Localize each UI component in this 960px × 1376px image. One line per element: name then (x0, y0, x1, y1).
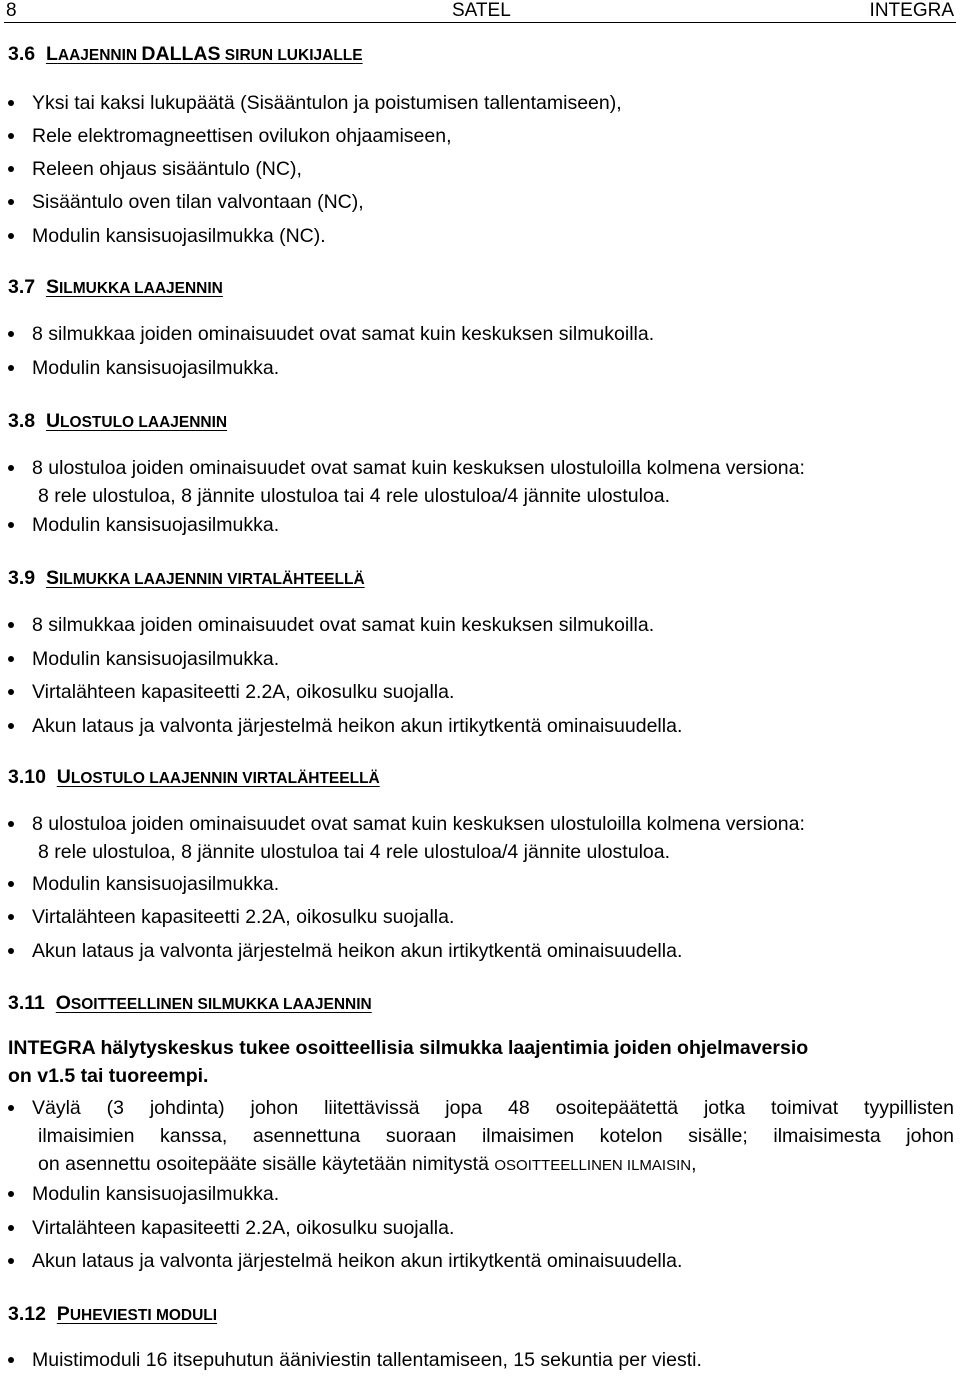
list-item: Modulin kansisuojasilmukka. (32, 870, 954, 898)
list-item: Modulin kansisuojasilmukka. (32, 645, 954, 673)
list-item: 8 ulostuloa joiden ominaisuudet ovat samat kuin keskuksen ulostuloilla kolmena versiona: 8 rele ulostuloa, 8 jännite ulostuloa tai 4 rele ulostuloa/4 jännite ulostuloa. (32, 810, 954, 866)
section-heading-3-6: 3.6 LAAJENNIN DALLAS SIRUN LUKIJALLE (8, 43, 363, 65)
list-item: Virtalähteen kapasiteetti 2.2A, oikosulku suojalla. (32, 903, 954, 931)
section-heading-3-10: 3.10 ULOSTULO LAAJENNIN VIRTALÄHTEELLÄ (8, 766, 380, 788)
support-note: INTEGRA hälytyskeskus tukee osoitteellisia silmukka laajentimia joiden ohjelmaversio on v1.5 tai tuoreempi. (8, 1037, 809, 1087)
page-header (0, 0, 960, 22)
header-product: INTEGRA (869, 0, 954, 21)
list-item: Akun lataus ja valvonta järjestelmä heikon akun irtikytkentä ominaisuudella. (32, 1247, 954, 1275)
list-item: Väylä (3 johdinta) johon liitettävissä jopa 48 osoitepäätettä jotka toimivat tyypillisten ilmaisimien kanssa, asennettuna suoraan ilmaisimen kotelon sisälle; ilmaisimesta johon on asennettu osoitepääte sisälle käytetään nimitystä OSOITTEELLINEN ILMAISIN, (32, 1094, 954, 1180)
list-item: 8 silmukkaa joiden ominaisuudet ovat samat kuin keskuksen silmukoilla. (32, 611, 954, 639)
list-item: 8 silmukkaa joiden ominaisuudet ovat samat kuin keskuksen silmukoilla. (32, 320, 954, 348)
list-item: Modulin kansisuojasilmukka. (32, 354, 954, 382)
list-item: Yksi tai kaksi lukupäätä (Sisääntulon ja poistumisen tallentamiseen), (32, 89, 954, 117)
list-item: Rele elektromagneettisen ovilukon ohjaamiseen, (32, 122, 954, 150)
section-heading-3-7: 3.7 SILMUKKA LAAJENNIN (8, 276, 223, 298)
list-item: Akun lataus ja valvonta järjestelmä heikon akun irtikytkentä ominaisuudella. (32, 712, 954, 740)
list-item: Modulin kansisuojasilmukka. (32, 511, 954, 539)
list-item: Virtalähteen kapasiteetti 2.2A, oikosulku suojalla. (32, 678, 954, 706)
list-item: Akun lataus ja valvonta järjestelmä heikon akun irtikytkentä ominaisuudella. (32, 937, 954, 965)
list-item: Muistimoduli 16 itsepuhutun ääniviestin tallentamiseen, 15 sekuntia per viesti. (32, 1346, 954, 1374)
section-heading-3-8: 3.8 ULOSTULO LAAJENNIN (8, 410, 228, 432)
list-item: Virtalähteen kapasiteetti 2.2A, oikosulku suojalla. (32, 1214, 954, 1242)
list-item: Releen ohjaus sisääntulo (NC), (32, 155, 954, 183)
header-brand: SATEL (452, 0, 511, 21)
list-item: Modulin kansisuojasilmukka (NC). (32, 222, 954, 250)
list-item: Sisääntulo oven tilan valvontaan (NC), (32, 188, 954, 216)
list-item: Modulin kansisuojasilmukka. (32, 1180, 954, 1208)
list-item: 8 ulostuloa joiden ominaisuudet ovat samat kuin keskuksen ulostuloilla kolmena versiona: 8 rele ulostuloa, 8 jännite ulostuloa tai 4 rele ulostuloa/4 jännite ulostuloa. (32, 454, 954, 510)
section-heading-3-9: 3.9 SILMUKKA LAAJENNIN VIRTALÄHTEELLÄ (8, 567, 365, 589)
section-heading-3-12: 3.12 PUHEVIESTI MODULI (8, 1303, 218, 1325)
header-divider (4, 22, 956, 23)
section-heading-3-11: 3.11 OSOITTEELLINEN SILMUKKA LAAJENNIN (8, 992, 372, 1014)
page-number: 8 (6, 0, 17, 21)
